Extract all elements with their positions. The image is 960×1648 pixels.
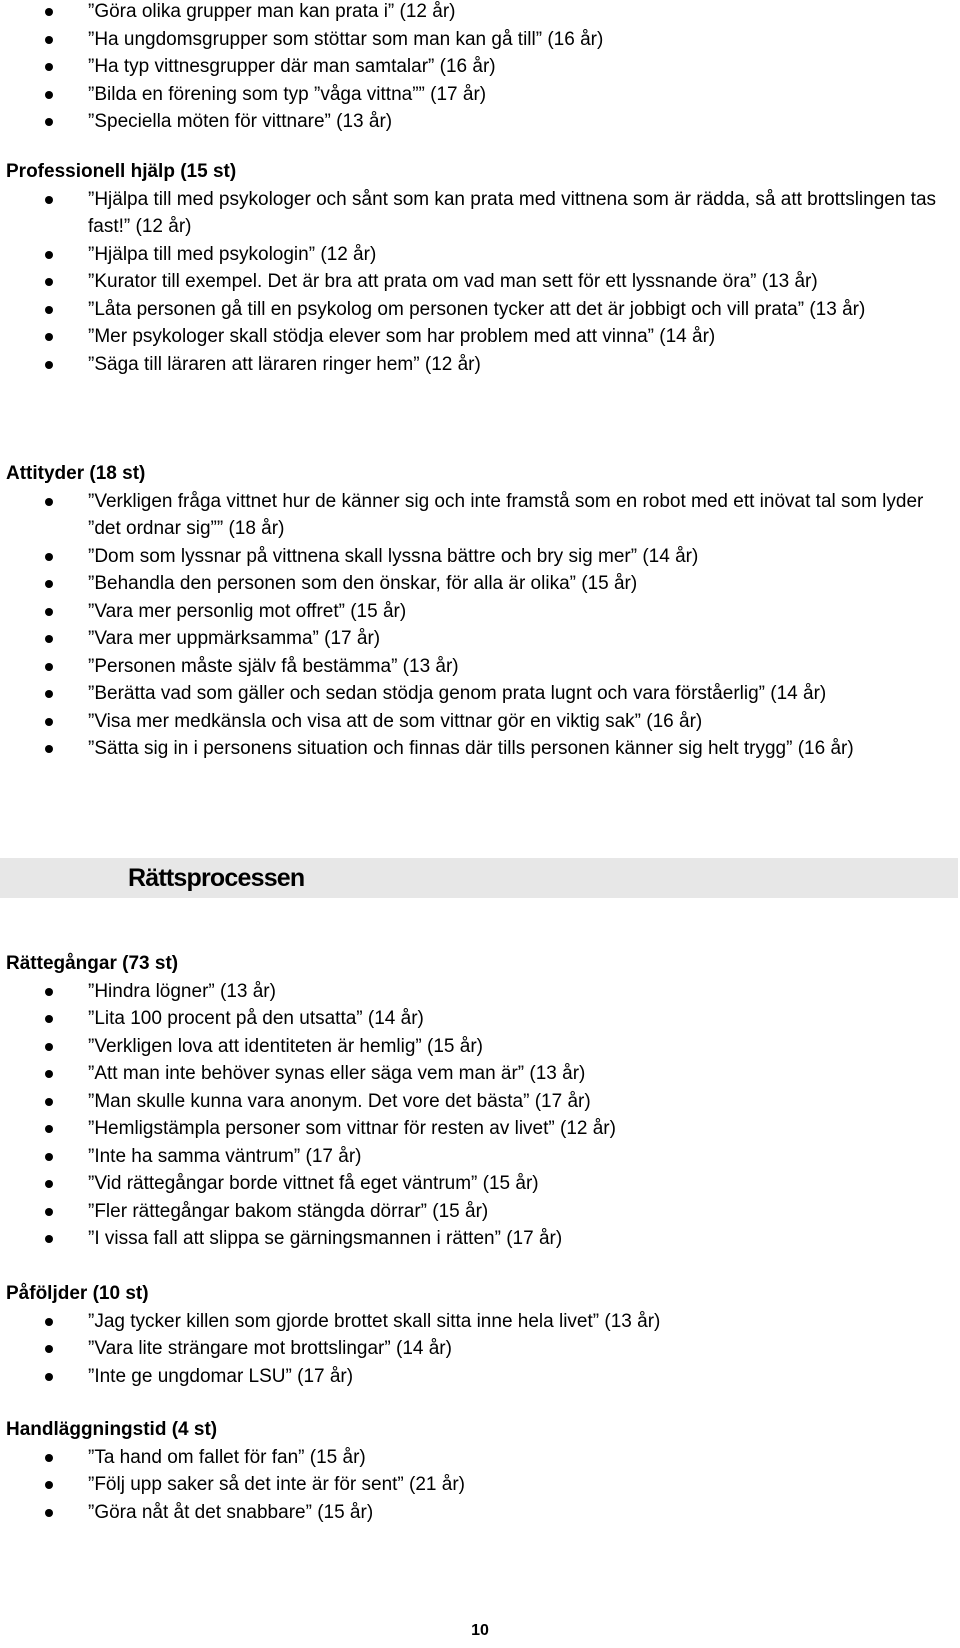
list-item: ”Vara lite strängare mot brottslingar” (14 år) bbox=[0, 1335, 960, 1363]
list-item: ”Bilda en förening som typ ”våga vittna”” (17 år) bbox=[0, 81, 960, 109]
list-item: ”Visa mer medkänsla och visa att de som vittnar gör en viktig sak” (16 år) bbox=[0, 708, 960, 736]
intro-block bbox=[0, 0, 960, 136]
list-item: ”Behandla den personen som den önskar, för alla är olika” (15 år) bbox=[0, 570, 960, 598]
list-item: ”Att man inte behöver synas eller säga vem man är” (13 år) bbox=[0, 1060, 960, 1088]
page-number: 10 bbox=[471, 1622, 489, 1639]
list-item: ”Säga till läraren att läraren ringer hem” (12 år) bbox=[0, 351, 960, 379]
intro-list bbox=[0, 0, 960, 136]
list-item: ”Göra olika grupper man kan prata i” (12 år) bbox=[0, 0, 960, 26]
list-item: ”Berätta vad som gäller och sedan stödja genom prata lugnt och vara förståerlig” (14 år) bbox=[0, 680, 960, 708]
list-item: ”Kurator till exempel. Det är bra att prata om vad man sett för ett lyssnande öra” (13 år) bbox=[0, 268, 960, 296]
list-item: ”Verkligen fråga vittnet hur de känner sig och inte framstå som en robot med ett inövat tal som lyder ”det ordnar sig”” (18 år) bbox=[0, 488, 960, 543]
list-item: ”Personen måste själv få bestämma” (13 år) bbox=[0, 653, 960, 681]
section-heading: Attityder (18 st) bbox=[6, 463, 146, 484]
section-title: Rättsprocessen bbox=[128, 864, 305, 892]
section-heading: Påföljder (10 st) bbox=[6, 1283, 149, 1304]
professionell-section bbox=[0, 158, 960, 378]
list-item: ”Verkligen lova att identiteten är hemlig” (15 år) bbox=[0, 1033, 960, 1061]
list-item: ”Jag tycker killen som gjorde brottet skall sitta inne hela livet” (13 år) bbox=[0, 1308, 960, 1336]
pafoljder-list bbox=[0, 1308, 960, 1391]
list-item: ”Låta personen gå till en psykolog om personen tycker att det är jobbigt och vill prata” (13 år) bbox=[0, 296, 960, 324]
list-item: ”Dom som lyssnar på vittnena skall lyssna bättre och bry sig mer” (14 år) bbox=[0, 543, 960, 571]
list-item: ”Man skulle kunna vara anonym. Det vore det bästa” (17 år) bbox=[0, 1088, 960, 1116]
list-item: ”Ha ungdomsgrupper som stöttar som man kan gå till” (16 år) bbox=[0, 26, 960, 54]
list-item: ”Mer psykologer skall stödja elever som har problem med att vinna” (14 år) bbox=[0, 323, 960, 351]
list-item: ”Följ upp saker så det inte är för sent” (21 år) bbox=[0, 1471, 960, 1499]
list-item: ”Vara mer uppmärksamma” (17 år) bbox=[0, 625, 960, 653]
list-item: ”Hindra lögner” (13 år) bbox=[0, 978, 960, 1006]
list-item: ”Speciella möten för vittnare” (13 år) bbox=[0, 108, 960, 136]
list-item: ”Göra nåt åt det snabbare” (15 år) bbox=[0, 1499, 960, 1527]
section-heading: Handläggningstid (4 st) bbox=[6, 1419, 218, 1440]
rattegangar-section bbox=[0, 950, 960, 1253]
list-item: ”Hjälpa till med psykologin” (12 år) bbox=[0, 241, 960, 269]
pafoljder-section bbox=[0, 1280, 960, 1390]
handlaggningstid-section bbox=[0, 1416, 960, 1526]
list-item: ”Inte ge ungdomar LSU” (17 år) bbox=[0, 1363, 960, 1391]
list-item: ”Vid rättegångar borde vittnet få eget väntrum” (15 år) bbox=[0, 1170, 960, 1198]
handlaggningstid-list bbox=[0, 1444, 960, 1527]
list-item: ”Fler rättegångar bakom stängda dörrar” (15 år) bbox=[0, 1198, 960, 1226]
list-item: ”Sätta sig in i personens situation och finnas där tills personen känner sig helt trygg” (16 år) bbox=[0, 735, 960, 763]
list-item: ”Vara mer personlig mot offret” (15 år) bbox=[0, 598, 960, 626]
section-heading: Rättegångar (73 st) bbox=[6, 953, 179, 974]
list-item: ”I vissa fall att slippa se gärningsmannen i rätten” (17 år) bbox=[0, 1225, 960, 1253]
list-item: ”Ha typ vittnesgrupper där man samtalar” (16 år) bbox=[0, 53, 960, 81]
list-item: ”Inte ha samma väntrum” (17 år) bbox=[0, 1143, 960, 1171]
attityder-list bbox=[0, 488, 960, 763]
list-item: ”Hemligstämpla personer som vittnar för resten av livet” (12 år) bbox=[0, 1115, 960, 1143]
section-heading: Professionell hjälp (15 st) bbox=[6, 161, 237, 182]
section-banner bbox=[0, 858, 958, 898]
rattegangar-list bbox=[0, 978, 960, 1253]
list-item: ”Hjälpa till med psykologer och sånt som kan prata med vittnena som är rädda, så att brottslingen tas fast!” (12 år) bbox=[0, 186, 960, 241]
list-item: ”Lita 100 procent på den utsatta” (14 år) bbox=[0, 1005, 960, 1033]
attityder-section bbox=[0, 460, 960, 763]
list-item: ”Ta hand om fallet för fan” (15 år) bbox=[0, 1444, 960, 1472]
professionell-list bbox=[0, 186, 960, 379]
